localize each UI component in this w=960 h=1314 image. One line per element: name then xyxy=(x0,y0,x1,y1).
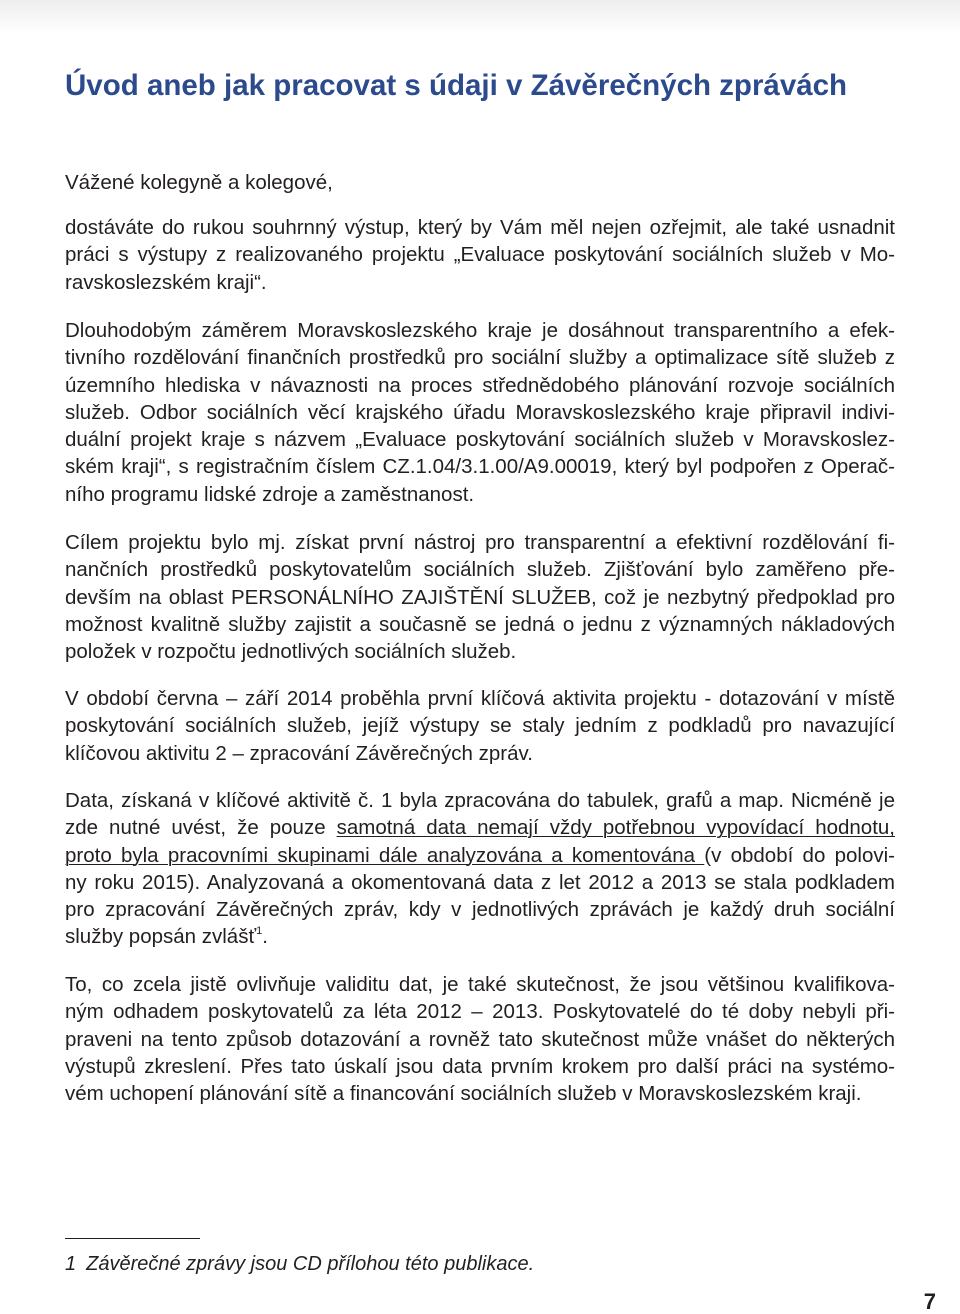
text-line: nančních prostředků poskytovatelům sociálních služeb. Zjišťování bylo zaměřeno pře- xyxy=(65,558,895,582)
text-line: ným odhadem poskytovatelů za léta 2012 – 2013. Poskytovatelé do té doby nebyli při- xyxy=(65,1000,895,1024)
text-line: ny roku 2015). Analyzovaná a okomentovaná data z let 2012 a 2013 se stala podkladem xyxy=(65,870,895,894)
text-line: devším na oblast PERSONÁLNÍHO ZAJIŠTĚNÍ SLUŽEB, což je nezbytný předpoklad pro xyxy=(65,585,895,609)
footnote xyxy=(65,1251,534,1277)
page-title: Úvod aneb jak pracovat s údaji v Závěrečných zprávách xyxy=(65,69,848,102)
text-line: duální projekt kraje s názvem „Evaluace poskytování sociálních služeb v Moravskoslez- xyxy=(65,428,895,452)
text-segment: (v období do polovi- xyxy=(704,843,895,867)
text-segment: služby popsán zvlášť xyxy=(65,925,257,949)
footnote-divider xyxy=(65,1238,200,1239)
text-line: klíčovou aktivitu 2 – zpracování Závěrečných zpráv. xyxy=(65,741,533,765)
page-number: 7 xyxy=(923,1289,936,1314)
text-line: možnost kvalitně služby zajistit a současně se jedná o jednu z významných nákladových xyxy=(65,612,895,636)
footnote-number: 1 xyxy=(65,1253,77,1275)
text-line xyxy=(65,814,895,841)
aim-paragraph xyxy=(65,529,895,665)
text-line: Dlouhodobým záměrem Moravskoslezského kraje je dosáhnout transparentního a efek- xyxy=(65,319,895,342)
text-segment: zde nutné uvést, že pouze xyxy=(65,816,337,840)
text-line: práci s výstupy z realizovaného projektu „Evaluace poskytování sociálních služeb v Mo- xyxy=(65,243,895,267)
goal-paragraph xyxy=(65,317,895,508)
text-line xyxy=(65,842,895,869)
text-line: praveni na tento způsob dotazování a rovněž tato skutečnost může vnášet do některých xyxy=(65,1027,895,1051)
greeting-paragraph xyxy=(65,169,895,196)
text-line: Vážené kolegyně a kolegové, xyxy=(65,171,333,194)
text-line: tivního rozdělování finančních prostředků pro sociální služby a optimalizace sítě služeb z xyxy=(65,346,895,370)
text-line: Cílem projektu bylo mj. získat první nástroj pro transparentní a efektivní rozdělování fi- xyxy=(65,531,895,554)
text-line: služeb. Odbor sociálních věcí krajského úřadu Moravskoslezského kraje připravil indivi- xyxy=(65,400,895,424)
text-line: poskytování sociálních služeb, jejíž výstupy se staly jedním z podkladů pro navazující xyxy=(65,714,895,738)
text-segment: . xyxy=(262,925,268,949)
text-line: výstupů zkreslení. Přes tato úskalí jsou data prvním krokem pro další práci na systémo- xyxy=(65,1054,895,1078)
text-line: územního hlediska v návaznosti na proces střednědobého plánování rozvoje sociálních xyxy=(65,373,895,397)
footnote-text: Závěrečné zprávy jsou CD přílohou této publikace. xyxy=(86,1253,535,1275)
top-shade xyxy=(0,0,960,34)
underlined-text: proto byla pracovními skupinami dále analyzována a komentována xyxy=(65,843,705,867)
text-line: ravskoslezském kraji“. xyxy=(65,270,267,294)
text-line: položek v rozpočtu jednotlivých sociálních služeb. xyxy=(65,640,517,664)
intro-paragraph xyxy=(65,214,895,296)
activity-paragraph xyxy=(65,685,895,767)
text-line: vém uchopení plánování sítě a financování sociálních služeb v Moravskoslezském kraji. xyxy=(65,1082,862,1106)
text-line: To, co zcela jistě ovlivňuje validitu dat, je také skutečnost, že jsou většinou kvalifikova- xyxy=(65,973,895,996)
data-paragraph xyxy=(65,787,895,951)
validity-paragraph xyxy=(65,971,895,1107)
text-line: Data, získaná v klíčové aktivitě č. 1 byla zpracována do tabulek, grafů a map. Nicméně je xyxy=(65,789,895,812)
text-line: dostáváte do rukou souhrnný výstup, který by Vám měl nejen ozřejmit, ale také usnadnit xyxy=(65,216,895,239)
text-line: ském kraji“, s registračním číslem CZ.1.04/3.1.00/A9.00019, který byl podpořen z Operač- xyxy=(65,455,895,479)
footnote-reference: 1 xyxy=(256,925,263,938)
text-line: ního programu lidské zdroje a zaměstnanost. xyxy=(65,482,475,506)
text-line: pro zpracování Závěrečných zpráv, kdy v jednotlivých zprávách je každý druh sociální xyxy=(65,898,895,922)
underlined-text: samotná data nemají vždy potřebnou vypovídací hodnotu, xyxy=(336,816,895,840)
text-line xyxy=(65,923,895,950)
text-line: V období června – září 2014 proběhla první klíčová aktivita projektu - dotazování v místě xyxy=(65,687,895,710)
